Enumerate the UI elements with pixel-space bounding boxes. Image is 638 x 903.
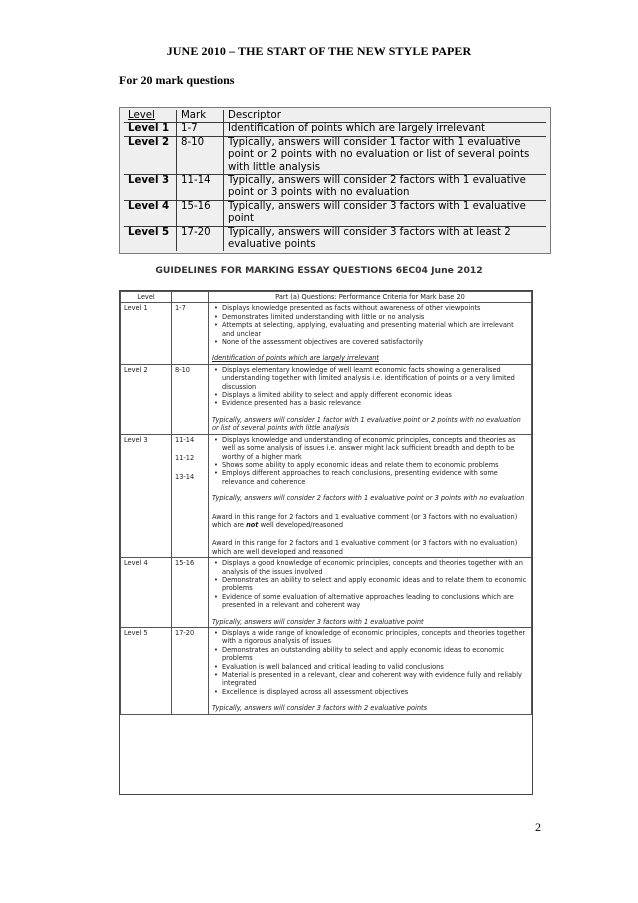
criteria-item: • None of the assessment objectives are covered satisfactorily	[222, 338, 528, 346]
table-header-row	[124, 110, 546, 123]
mark-cell: 15-16	[177, 200, 224, 226]
guidelines-row	[121, 434, 532, 557]
mark-cell: 11-14	[177, 175, 224, 201]
guidelines-title: GUIDELINES FOR MARKING ESSAY QUESTIONS 6EC04 June 2012	[155, 265, 483, 276]
criteria-item: • Shows some ability to apply economic ideas and relate them to economic problems	[222, 461, 528, 469]
header-mark: Mark	[177, 110, 224, 123]
guidelines-level-cell: Level 5	[121, 628, 172, 715]
guidelines-header-mark	[172, 292, 209, 303]
criteria-item: • Displays a wide range of knowledge of economic principles, concepts and theories together with a rigorous analysis of issues	[222, 629, 528, 646]
criteria-item: • Evidence presented has a basic relevance	[222, 399, 528, 407]
typical-answer-note: Typically, answers will consider 2 factors with 1 evaluative point or 3 points with no evaluation	[212, 494, 525, 503]
guidelines-mark-cell	[172, 303, 209, 364]
typical-answer-note: Typically, answers will consider 1 factor with 1 evaluative point or 2 points with no evaluation or list of several points with little analysis	[212, 415, 521, 433]
descriptor-cell: Typically, answers will consider 1 factor with 1 evaluative point or 2 points with no evaluation or list of several points with little analysis	[224, 136, 547, 174]
table-row	[124, 136, 546, 174]
level-cell: Level 1	[124, 123, 177, 136]
guidelines-row	[121, 364, 532, 434]
criteria-item: • Displays a limited ability to select and apply different economic ideas	[222, 391, 528, 399]
table-row	[124, 200, 546, 226]
descriptor-cell: Typically, answers will consider 3 factors with 1 evaluative point	[224, 200, 547, 226]
criteria-item: • Displays elementary knowledge of well learnt economic facts showing a generalised understanding together with limited analysis i.e. identification of points or a very limited discussion	[222, 366, 528, 391]
table-row	[124, 226, 546, 251]
criteria-item: • Evidence of some evaluation of alternative approaches leading to conclusions which are presented in a relevant and coherent way	[222, 593, 528, 610]
guidelines-header-level: Level	[121, 292, 172, 303]
guidelines-criteria-cell	[209, 303, 532, 364]
criteria-list	[212, 304, 528, 346]
level-cell: Level 5	[124, 226, 177, 251]
criteria-item: • Attempts at selecting, applying, evaluating and presenting material which are irrelevant and unclear	[222, 321, 528, 338]
table-row	[124, 175, 546, 201]
guidelines-header-row	[121, 292, 532, 303]
criteria-item: • Demonstrates an ability to select and apply economic ideas and to relate them to economic problems	[222, 576, 528, 593]
guidelines-criteria-cell	[209, 364, 532, 434]
criteria-list	[212, 559, 528, 609]
criteria-item: • Demonstrates an outstanding ability to select and apply economic ideas to economic problems	[222, 646, 528, 663]
guidelines-criteria-cell	[209, 628, 532, 715]
typical-answer-note: Identification of points which are largely irrelevant	[212, 354, 380, 363]
guidelines-criteria-cell	[209, 434, 532, 557]
guidelines-header-criteria: Part (a) Questions: Performance Criteria for Mark base 20	[209, 292, 532, 303]
sub-range-text: Award in this range for 2 factors and 1 evaluative comment (or 3 factors with no evaluation) which are well developed and reasoned	[212, 539, 518, 556]
mark-cell: 17-20	[177, 226, 224, 251]
descriptor-cell: Typically, answers will consider 3 factors with at least 2 evaluative points	[224, 226, 547, 251]
criteria-item: • Material is presented in a relevant, clear and coherent way with evidence fully and reliably integrated	[222, 671, 528, 688]
page-heading: JUNE 2010 – THE START OF THE NEW STYLE PAPER	[166, 44, 472, 58]
descriptor-cell: Identification of points which are largely irrelevant	[224, 123, 547, 136]
criteria-item: • Demonstrates limited understanding with little or no analysis	[222, 313, 528, 321]
guidelines-criteria-cell	[209, 558, 532, 628]
guidelines-mark: 8-10	[175, 365, 190, 374]
sub-range-mark: 11-12	[175, 454, 195, 463]
criteria-list	[212, 436, 528, 486]
table-row	[124, 123, 546, 136]
guidelines-mark: 11-14	[175, 435, 195, 444]
level-cell: Level 3	[124, 175, 177, 201]
guidelines-row	[121, 303, 532, 364]
typical-answer-note: Typically, answers will consider 3 factors with 1 evaluative point	[212, 617, 424, 626]
criteria-list	[212, 366, 528, 408]
sub-range-text	[212, 513, 528, 530]
criteria-item: • Displays knowledge and understanding of economic principles, concepts and theories as well as some analysis of issues i.e. answer might lack sufficient breadth and depth to be worthy of a higher mark	[222, 436, 528, 461]
guidelines-table	[119, 290, 533, 795]
guidelines-mark: 15-16	[175, 559, 195, 568]
guidelines-mark-cell	[172, 628, 209, 715]
criteria-item: • Displays a good knowledge of economic principles, concepts and theories together with an analysis of the issues involved	[222, 559, 528, 576]
guidelines-row	[121, 628, 532, 715]
descriptor-cell: Typically, answers will consider 2 factors with 1 evaluative point or 3 points with no evaluation	[224, 175, 547, 201]
criteria-item: • Evaluation is well balanced and critical leading to valid conclusions	[222, 663, 528, 671]
sub-range-text-before: Award in this range for 2 factors and 1 evaluative comment (or 3 factors with no evaluation) which are	[212, 512, 518, 529]
criteria-item: • Excellence is displayed across all assessment objectives	[222, 688, 528, 696]
criteria-list	[212, 629, 528, 696]
guidelines-row	[121, 558, 532, 628]
sub-range-mark: 13-14	[175, 472, 195, 481]
guidelines-level-cell: Level 2	[121, 364, 172, 434]
mark-cell: 8-10	[177, 136, 224, 174]
subheading: For 20 mark questions	[119, 73, 235, 87]
sub-range-text-after: well developed/reasoned	[258, 520, 344, 529]
criteria-item: • Displays knowledge presented as facts without awareness of other viewpoints	[222, 304, 528, 312]
header-descriptor: Descriptor	[224, 110, 547, 123]
guidelines-mark-cell	[172, 434, 209, 557]
guidelines-level-cell: Level 3	[121, 434, 172, 557]
guidelines-level-cell: Level 4	[121, 558, 172, 628]
mark-cell: 1-7	[177, 123, 224, 136]
guidelines-mark: 1-7	[175, 304, 186, 313]
header-level: Level	[124, 110, 177, 123]
guidelines-mark-cell	[172, 558, 209, 628]
guidelines-level-cell: Level 1	[121, 303, 172, 364]
sub-range-emphasis: not	[246, 520, 259, 529]
level-cell: Level 2	[124, 136, 177, 174]
guidelines-mark-cell	[172, 364, 209, 434]
typical-answer-note: Typically, answers will consider 3 factors with 2 evaluative points	[212, 704, 428, 713]
page-number: 2	[535, 820, 541, 834]
level-cell: Level 4	[124, 200, 177, 226]
criteria-item: • Employs different approaches to reach conclusions, presenting evidence with some relevance and coherence	[222, 469, 528, 486]
guidelines-mark: 17-20	[175, 629, 195, 637]
mark-scheme-table	[119, 107, 551, 254]
